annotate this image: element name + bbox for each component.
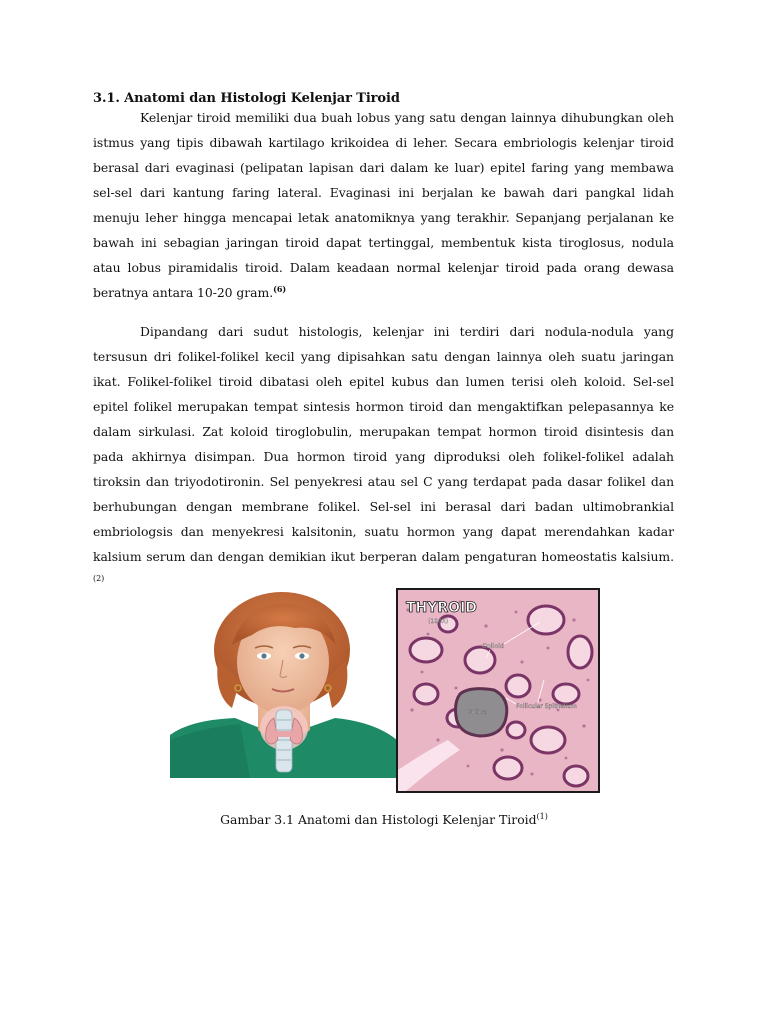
histology-magnification: (100X) <box>428 618 449 625</box>
thyroid-histology-image <box>398 590 598 791</box>
paragraph-histology-text: Dipandang dari sudut histologis, kelenjar ini terdiri dari nodula-nodula yang tersusun dri folikel-folikel kecil yang dipisahkan satu dengan lainnya oleh suatu jaringan ikat. Folikel-folikel tiroid dibatasi oleh epitel kubus dan lumen terisi oleh koloid. Sel-sel epitel folikel merupakan tempat sintesis hormon tiroid dan mengaktifkan pelepasannya ke dalam sirkulasi. Zat koloid tiroglobulin, merupakan tempat hormon tiroid disintesis dan pada akhirnya disimpan. Dua hormon tiroid yang diproduksi oleh folikel-folikel adalah tiroksin dan triyodotironin. Sel penyekresi atau sel C yang terdapat pada dasar folikel dan berhubungan dengan membrane folikel. Sel-sel ini berasal dari badan ultimobrankial embriologsis dan menyekresi kalsitonin, suatu hormon yang dapat merendahkan kadar kalsium serum dan dengan demikian ikut berperan dalam pengaturan homeostatis kalsium. <box>93 324 674 564</box>
citation-ref: (6) <box>273 283 287 294</box>
epithelium-label: Follicular Epithelium <box>516 703 577 710</box>
paragraph-anatomy <box>93 105 674 305</box>
woman-thyroid-illustration <box>170 590 397 790</box>
paragraph-anatomy-text: Kelenjar tiroid memiliki dua buah lobus yang satu dengan lainnya dihubungkan oleh istmus yang tipis dibawah kartilago krikoidea di leher. Secara embriologis kelenjar tiroid berasal dari evaginasi (pelipatan lapisan dari dalam ke luar) epitel faring yang membawa sel-sel dari kantung faring lateral. Evaginasi ini berjalan ke bawah dari pangkal lidah menuju leher hingga mencapai letak anatomiknya yang terakhir. Sepanjang perjalanan ke bawah ini sebagian jaringan tiroid dapat tertinggal, membentuk kista tiroglosus, nodula atau lobus piramidalis tiroid. Dalam keadaan normal kelenjar tiroid pada orang dewasa beratnya antara 10-20 gram. <box>93 110 674 300</box>
figure-caption-text: Gambar 3.1 Anatomi dan Histologi Kelenjar Tiroid <box>220 812 537 827</box>
caption-ref: (1) <box>536 811 548 821</box>
histology-title: THYROID <box>406 600 477 616</box>
section-heading: 3.1. Anatomi dan Histologi Kelenjar Tiroid <box>93 91 400 106</box>
colloid-label: Colloid <box>482 642 505 650</box>
paragraph-histology <box>93 319 674 594</box>
histology-micrograph <box>396 588 600 793</box>
figure-caption <box>0 812 768 827</box>
citation-ref: (2) <box>93 573 105 583</box>
follicle-label: Folice <box>468 708 487 716</box>
anatomy-illustration <box>170 590 397 790</box>
